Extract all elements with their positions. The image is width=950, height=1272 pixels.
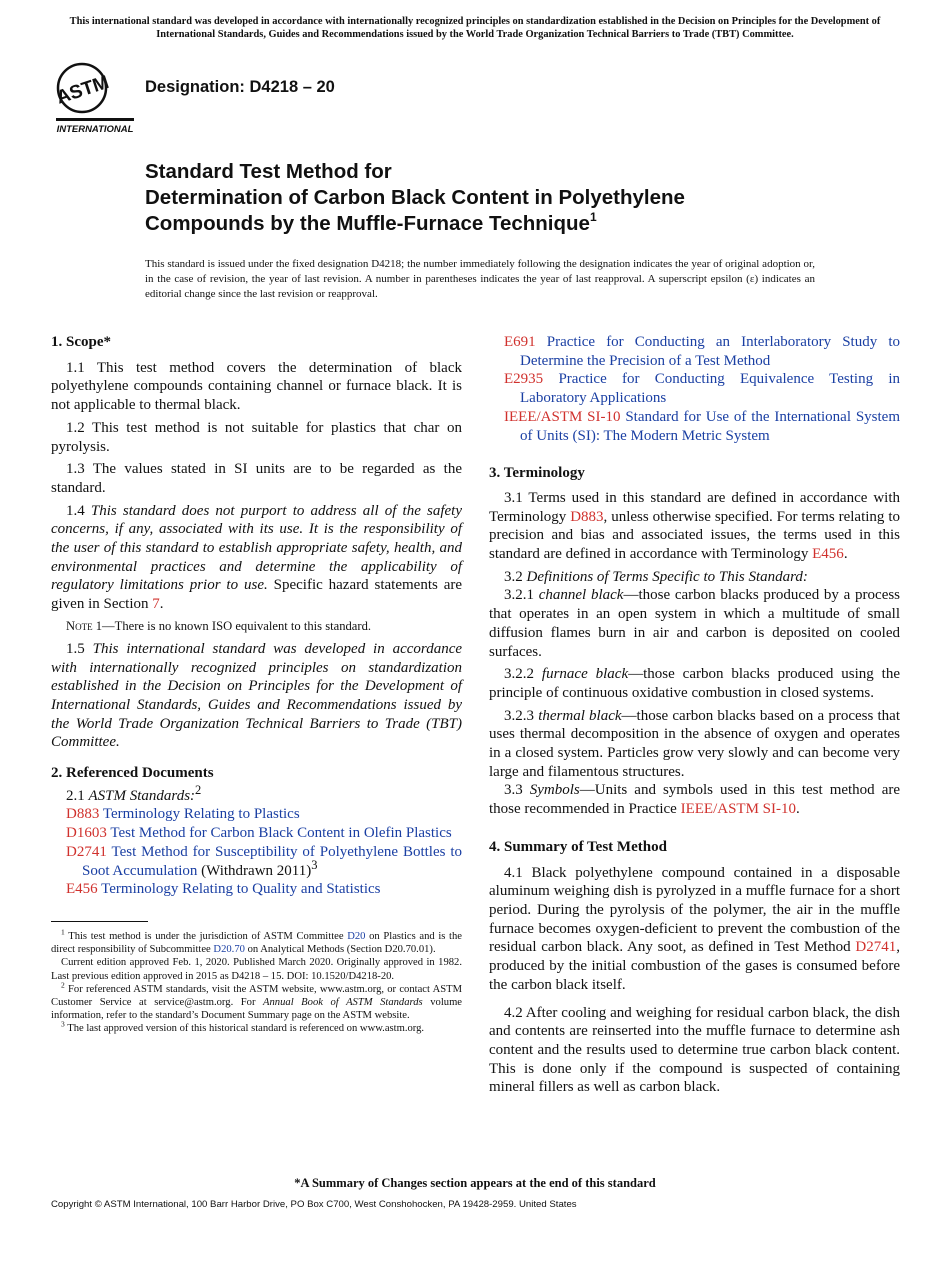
- document-title: [145, 159, 845, 237]
- title-line-3-text: Compounds by the Muffle-Furnace Technique: [145, 212, 590, 235]
- defined-term: channel black: [538, 587, 624, 604]
- reference-code[interactable]: IEEE/ASTM SI-10: [504, 408, 621, 425]
- e456-link[interactable]: E456: [812, 546, 844, 563]
- para-number: 3.3: [504, 782, 523, 799]
- footnote-3: $^3$ The last approved version of this historical standard is referenced on www.astm.org.: [61, 1019, 425, 1035]
- reference-code[interactable]: D883: [66, 806, 100, 823]
- para-number: 2.1: [66, 787, 85, 804]
- footnote-1: $^1$ This test method is under the jurisdiction of ASTM Committee D20 on Plastics and is the direct responsibility of Subcommittee D20.70 on Analytical Methods (Section D20.70.01).: [51, 927, 462, 956]
- footnote-text: For referenced ASTM standards, visit the ASTM website, www.astm.org, or contact ASTM Customer Service at service@astm.org. For: [51, 983, 463, 1008]
- para-text: , unless otherwise specified. For terms relating to precision and bias and associated issues, the terms used in this standard are defined in accordance with Terminology: [489, 508, 901, 563]
- definition-text: —those carbon blacks produced using the principle of continuous oxidative combustion in closed systems.: [489, 666, 901, 701]
- note-1: [66, 618, 462, 634]
- para-number: 3.2.2: [504, 666, 534, 683]
- wto-statement: This international standard was developed in accordance with internationally recognized principles on standardization established in the Decision on Principles for the Development of International Standards, Guides and Recommendations issued by the World Trade Organization Technical Barriers to Trade (TBT) Committee.: [51, 640, 463, 751]
- issuance-statement: This standard is issued under the fixed designation D4218; the number immediately following the designation indicates the year of original adoption or, in the case of revision, the year of last revision. A number in parentheses indicates the year of last reapproval. A superscript epsilon (ε) indicates an editorial change since the last revision or reapproval.: [145, 258, 815, 300]
- para-number: 3.2: [504, 568, 523, 585]
- logo-mark-text: ASTM: [53, 72, 112, 109]
- reference-d1603[interactable]: [51, 824, 462, 843]
- summary-of-changes-note: *A Summary of Changes section appears at the end of this standard: [294, 1176, 656, 1190]
- definition-text: —those carbon blacks based on a process that uses thermal decomposition in the absence of oxygen and operates in a closed system. Particles grow very slowly and can become very large and filamentous structures.: [489, 707, 900, 780]
- reference-title[interactable]: Terminology Relating to Plastics: [102, 806, 300, 823]
- d2741-link[interactable]: D2741: [855, 939, 897, 956]
- definitions-heading: Definitions of Terms Specific to This Standard:: [526, 568, 808, 585]
- d883-link[interactable]: D883: [570, 508, 604, 525]
- safety-statement: This standard does not purport to address all of the safety concerns, if any, associated with its use. It is the responsibility of the user of this standard to establish appropriate safety, health, and environmental practices and determine the applicability of regulatory limitations prior to use.: [51, 502, 463, 594]
- logo-subtext: INTERNATIONAL: [56, 124, 134, 134]
- reference-e456[interactable]: [51, 880, 462, 899]
- reference-code[interactable]: E2935: [504, 371, 544, 388]
- reference-list-continued: [489, 333, 900, 445]
- reference-title[interactable]: Terminology Relating to Quality and Statistics: [101, 881, 381, 898]
- reference-title[interactable]: Practice for Conducting an Interlaboratory Study to Determine the Precision of a Test Method: [520, 334, 900, 369]
- title-line-3: [145, 211, 845, 237]
- astm-logo: [52, 58, 136, 134]
- footnotes: [51, 927, 463, 1036]
- reference-d2741[interactable]: [51, 843, 462, 880]
- para-3-3: [489, 781, 900, 818]
- copyright: Copyright © ASTM International, 100 Barr Harbor Drive, PO Box C700, West Conshohocken, PA 19428-2959. United States: [51, 1199, 577, 1210]
- para-3-2-2: [489, 665, 900, 702]
- para-1-2: 1.2 This test method is not suitable for plastics that char on pyrolysis.: [51, 419, 462, 455]
- para-text: 4.1 Black polyethylene compound contained in a disposable aluminum weighing dish is pyrolyzed in a muffle furnace for a short period. During the pyrolysis of the polymer, the air in the muffle furnace becomes oxygen-deficient to prevent the combustion of the residual carbon black. Any soot, as defined in Test Method: [489, 864, 900, 956]
- annual-book-title: Annual Book of ASTM Standards: [263, 997, 423, 1008]
- period: .: [796, 801, 800, 818]
- para-number: 3.2.1: [504, 587, 534, 604]
- para-1-1: 1.1 This test method covers the determination of black polyethylene compounds containing channel or furnace black. It is not applicable to thermal black.: [51, 359, 462, 414]
- defined-term: Symbols: [529, 782, 580, 799]
- reference-code[interactable]: D1603: [66, 825, 107, 842]
- footnote-text: on Analytical Methods (Section D20.70.01).: [247, 944, 436, 956]
- para-4-2: 4.2 After cooling and weighing for residual carbon black, the dish and contents are reinserted into the muffle furnace to determine ash content and the results used to determine true carbon black content. This is done only if the compound is suspected of containing mineral fillers as well as carbon black.: [489, 1004, 900, 1096]
- left-column: [51, 333, 462, 1036]
- para-3-2: [489, 568, 900, 587]
- footnote-text: on Plastics and is the direct responsibility of Subcommittee: [51, 930, 462, 956]
- reference-title[interactable]: Practice for Conducting Equivalence Testing in Laboratory Applications: [520, 371, 901, 407]
- para-1-4: [51, 502, 462, 614]
- hazard-text: Specific hazard statements are given in Section: [51, 577, 463, 613]
- definition-text: —those carbon blacks produced by a process that operates in an open system in which a multitude of small diffusion flames burn in air and carbon is deposited on cooled surfaces.: [489, 587, 901, 660]
- para-3-2-1: [489, 586, 900, 661]
- subcommittee-d20-70-link[interactable]: D20.70: [213, 944, 245, 956]
- reference-title[interactable]: Test Method for Carbon Black Content in Olefin Plastics: [110, 825, 452, 842]
- designation: Designation: D4218 – 20: [145, 78, 335, 96]
- period: .: [843, 546, 848, 563]
- para-number: 1.4: [66, 502, 85, 519]
- section-heading-summary: 4. Summary of Test Method: [489, 838, 667, 855]
- para-number: 1.5: [66, 640, 85, 657]
- para-2-1: [51, 782, 462, 806]
- reference-title[interactable]: Standard for Use of the International System of Units (SI): The Modern Metric System: [520, 408, 900, 444]
- right-column: [489, 333, 900, 1097]
- committee-d20-link[interactable]: D20: [347, 930, 366, 942]
- para-1-3: 1.3 The values stated in SI units are to be regarded as the standard.: [51, 461, 462, 496]
- para-text: 3.1 Terms used in this standard are defined in accordance with Terminology: [489, 489, 900, 525]
- footnote-2: $^2$ For referenced ASTM standards, visit the ASTM website, www.astm.org, or contact ASTM Customer Service at service@astm.org. For Annual Book of ASTM Standards volume information, refer to the standard’s Document Summary page on the ASTM website.: [51, 980, 463, 1022]
- reference-e691[interactable]: [489, 333, 900, 370]
- top-notice: This international standard was developed in accordance with internationally recognized principles on standardization established in the Decision on Principles for the Development of International Standards, Guides and Recommendations issued by the World Trade Organization Technical Barriers to Trade (TBT) Committee.: [69, 16, 881, 40]
- astm-standards-label: ASTM Standards:: [88, 787, 196, 804]
- reference-code[interactable]: D2741: [66, 843, 107, 860]
- para-3-2-3: [489, 707, 900, 782]
- note-text: —There is no known ISO equivalent to this standard.: [102, 618, 372, 633]
- defined-term: thermal black: [538, 707, 622, 724]
- para-text: , produced by the initial combustion of the gases is consumed before the carbon black itself.: [489, 939, 900, 993]
- footnote-mark-2[interactable]: 2: [195, 782, 202, 797]
- para-3-1: [489, 489, 900, 564]
- para-4-1: [489, 864, 900, 995]
- section-7-link[interactable]: 7: [152, 596, 160, 613]
- reference-list: [51, 805, 462, 899]
- footnote-text: The last approved version of this historical standard is referenced on www.astm.org.: [67, 1023, 425, 1035]
- footnote-1-edition: Current edition approved Feb. 1, 2020. Published March 2020. Originally approved in 1982. Last previous edition approved in 2015 as D4218 – 15. DOI: 10.1520/D4218-20.: [51, 957, 462, 982]
- reference-title[interactable]: Test Method for Susceptibility of Polyethylene Bottles to Soot Accumulation: [82, 843, 462, 879]
- reference-d883[interactable]: [51, 805, 462, 824]
- footnote-text: This test method is under the jurisdiction of ASTM Committee: [68, 930, 344, 942]
- section-heading-scope: 1. Scope*: [51, 334, 111, 350]
- para-number: 3.2.3: [504, 707, 534, 724]
- section-heading-terminology: 3. Terminology: [489, 465, 585, 482]
- title-line-2: Determination of Carbon Black Content in Polyethylene: [145, 186, 685, 209]
- definition-text: —Units and symbols used in this test method are those recommended in Practice: [489, 782, 901, 818]
- reference-code[interactable]: E691: [504, 334, 536, 350]
- footnote-rule: [51, 921, 148, 922]
- reference-code[interactable]: E456: [66, 881, 98, 898]
- defined-term: furnace black: [541, 666, 629, 683]
- si-10-link[interactable]: IEEE/ASTM SI-10: [680, 801, 797, 818]
- note-label: Note 1: [66, 618, 103, 633]
- footnote-mark-3[interactable]: 3: [311, 857, 318, 872]
- reference-e2935[interactable]: [489, 370, 900, 407]
- title-footnote-mark[interactable]: 1: [589, 210, 597, 224]
- withdrawn-note: (Withdrawn 2011): [197, 862, 312, 879]
- footnote-text: volume information, refer to the standard’s Document Summary page on the ASTM website.: [51, 997, 463, 1022]
- para-1-5: [51, 640, 462, 752]
- title-line-1: Standard Test Method for: [145, 160, 392, 183]
- reference-si-10[interactable]: [489, 408, 900, 445]
- period: .: [159, 596, 164, 613]
- section-heading-referenced-documents: 2. Referenced Documents: [51, 765, 214, 782]
